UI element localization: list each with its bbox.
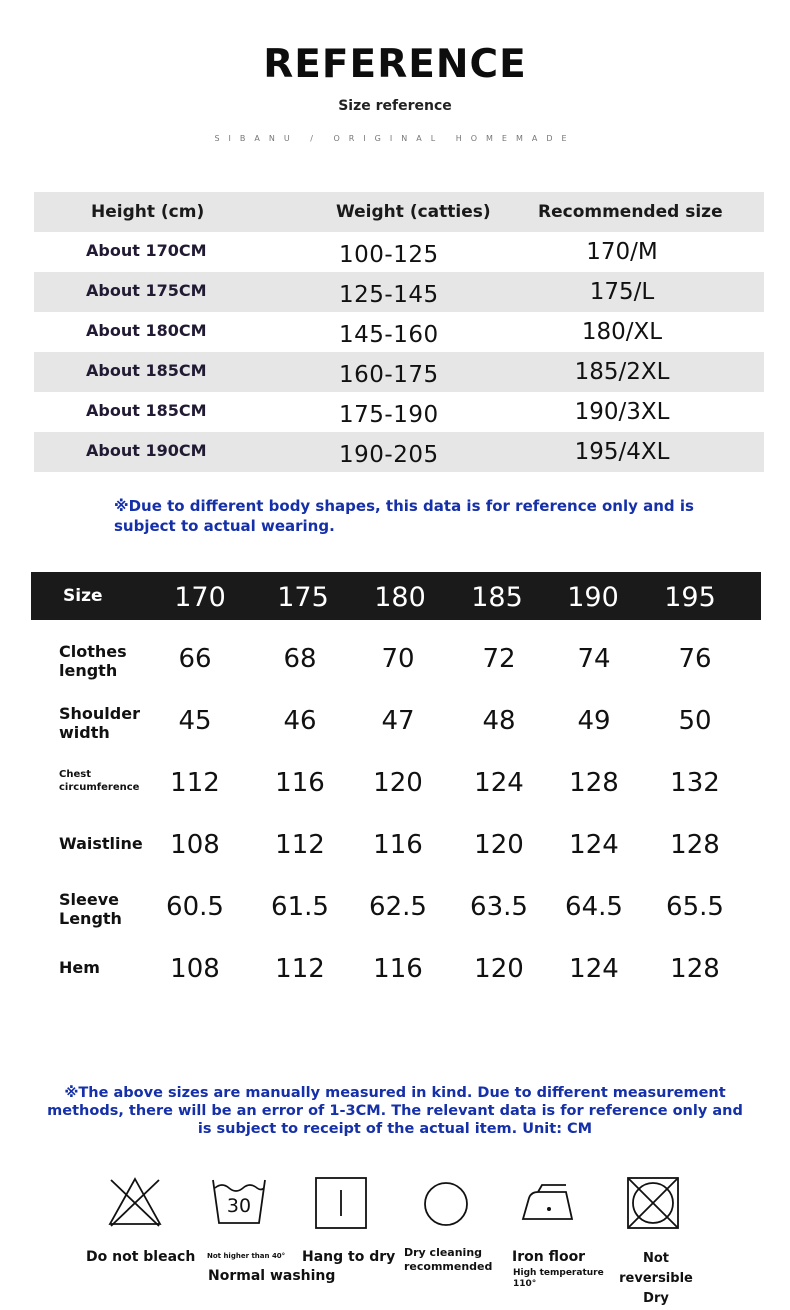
measure-cell: 72	[482, 644, 516, 674]
measure-cell: 46	[283, 706, 317, 736]
size-column-header: 175	[277, 582, 329, 613]
measure-cell: 76	[678, 644, 712, 674]
measure-cell: 74	[577, 644, 611, 674]
measure-cell: 116	[373, 830, 423, 860]
weight-cell: 145-160	[339, 322, 439, 348]
measure-cell: 120	[474, 954, 524, 984]
measure-cell: 45	[178, 706, 212, 736]
measure-cell: 128	[670, 954, 720, 984]
measure-cell: 116	[373, 954, 423, 984]
page-subtitle: Size reference	[338, 98, 452, 114]
measure-cell: 112	[275, 954, 325, 984]
measure-cell: 48	[482, 706, 516, 736]
size-recommendation-table	[34, 192, 764, 472]
height-cell: About 170CM	[86, 241, 207, 260]
size-header-label: Size	[63, 586, 103, 606]
measure-cell: 132	[670, 768, 720, 798]
header-height: Height (cm)	[91, 202, 205, 222]
care-label-tumble: Not reversible Dry	[619, 1251, 693, 1306]
row-label-chest-circumference: Chest circumference	[59, 769, 140, 793]
size-column-header: 190	[567, 582, 619, 613]
row-label-shoulder-width: Shoulder width	[59, 704, 140, 742]
height-cell: About 175CM	[86, 281, 207, 300]
brand-line: SIBANU / ORIGINAL HOMEMADE	[214, 134, 576, 143]
measure-cell: 64.5	[565, 892, 623, 922]
table-row	[34, 352, 764, 392]
measure-cell: 63.5	[470, 892, 528, 922]
measurement-table-header	[31, 572, 761, 620]
table-row	[34, 312, 764, 352]
care-label-bleach: Do not bleach	[86, 1249, 196, 1265]
care-label-iron-small: High temperature 110°	[513, 1268, 604, 1289]
measure-cell: 124	[474, 768, 524, 798]
size-cell: 175/L	[589, 279, 655, 305]
measure-cell: 68	[283, 644, 317, 674]
table-row	[34, 232, 764, 272]
weight-cell: 160-175	[339, 362, 439, 388]
measure-cell: 50	[678, 706, 712, 736]
body-shape-note: ※Due to different body shapes, this data is for reference only and is subject to actual wearing.	[114, 497, 694, 535]
row-label-clothes-length: Clothes length	[59, 642, 127, 680]
table-row	[34, 272, 764, 312]
header-recommended-size: Recommended size	[538, 202, 723, 222]
size-column-header: 180	[374, 582, 426, 613]
size-column-header: 185	[471, 582, 523, 613]
measure-cell: 112	[170, 768, 220, 798]
measure-cell: 65.5	[666, 892, 724, 922]
measure-cell: 124	[569, 954, 619, 984]
size-column-header: 170	[174, 582, 226, 613]
no-bleach-icon	[107, 1176, 163, 1228]
measure-cell: 62.5	[369, 892, 427, 922]
measure-cell: 70	[381, 644, 415, 674]
height-cell: About 190CM	[86, 441, 207, 460]
weight-cell: 125-145	[339, 282, 439, 308]
size-cell: 170/M	[586, 239, 658, 265]
page-title: REFERENCE	[263, 42, 527, 87]
iron-icon	[520, 1182, 578, 1224]
table-header-row	[34, 192, 764, 232]
size-column-header: 195	[664, 582, 716, 613]
weight-cell: 100-125	[339, 242, 439, 268]
measure-cell: 49	[577, 706, 611, 736]
row-label-hem: Hem	[59, 958, 100, 977]
wash-30-icon	[210, 1176, 268, 1226]
measure-cell: 128	[670, 830, 720, 860]
weight-cell: 190-205	[339, 442, 439, 468]
hang-dry-icon	[314, 1176, 368, 1230]
measure-cell: 61.5	[271, 892, 329, 922]
measure-cell: 128	[569, 768, 619, 798]
measure-cell: 112	[275, 830, 325, 860]
height-cell: About 185CM	[86, 361, 207, 380]
size-cell: 190/3XL	[574, 399, 670, 425]
measure-cell: 108	[170, 954, 220, 984]
measure-cell: 47	[381, 706, 415, 736]
no-tumble-dry-icon	[626, 1176, 680, 1230]
header-weight: Weight (catties)	[336, 202, 491, 222]
care-label-dry-clean: Dry cleaning recommended	[404, 1246, 493, 1273]
measure-cell: 66	[178, 644, 212, 674]
measure-cell: 116	[275, 768, 325, 798]
weight-cell: 175-190	[339, 402, 439, 428]
size-cell: 185/2XL	[574, 359, 670, 385]
size-cell: 180/XL	[581, 319, 663, 345]
dry-clean-icon	[422, 1180, 470, 1228]
table-row	[34, 432, 764, 472]
measurement-note: ※The above sizes are manually measured in kind. Due to different measurement methods, there will be an error of 1-3CM. The relevant data is for reference only and is subject to receipt of the actual item. Unit: CM	[47, 1085, 743, 1137]
row-label-waistline: Waistline	[59, 834, 143, 853]
row-label-sleeve-length: Sleeve Length	[59, 890, 122, 928]
measure-cell: 108	[170, 830, 220, 860]
height-cell: About 180CM	[86, 321, 207, 340]
measure-cell: 60.5	[166, 892, 224, 922]
care-label-hang: Hang to dry	[302, 1249, 396, 1265]
care-label-iron: Iron floor	[512, 1249, 586, 1265]
measure-cell: 120	[373, 768, 423, 798]
care-label-wash-small: Not higher than 40°	[207, 1252, 286, 1260]
size-cell: 195/4XL	[574, 439, 670, 465]
table-row	[34, 392, 764, 432]
height-cell: About 185CM	[86, 401, 207, 420]
measure-cell: 124	[569, 830, 619, 860]
care-label-wash: Normal washing	[208, 1268, 336, 1284]
wash-temp-label: 30	[226, 1195, 252, 1217]
measure-cell: 120	[474, 830, 524, 860]
